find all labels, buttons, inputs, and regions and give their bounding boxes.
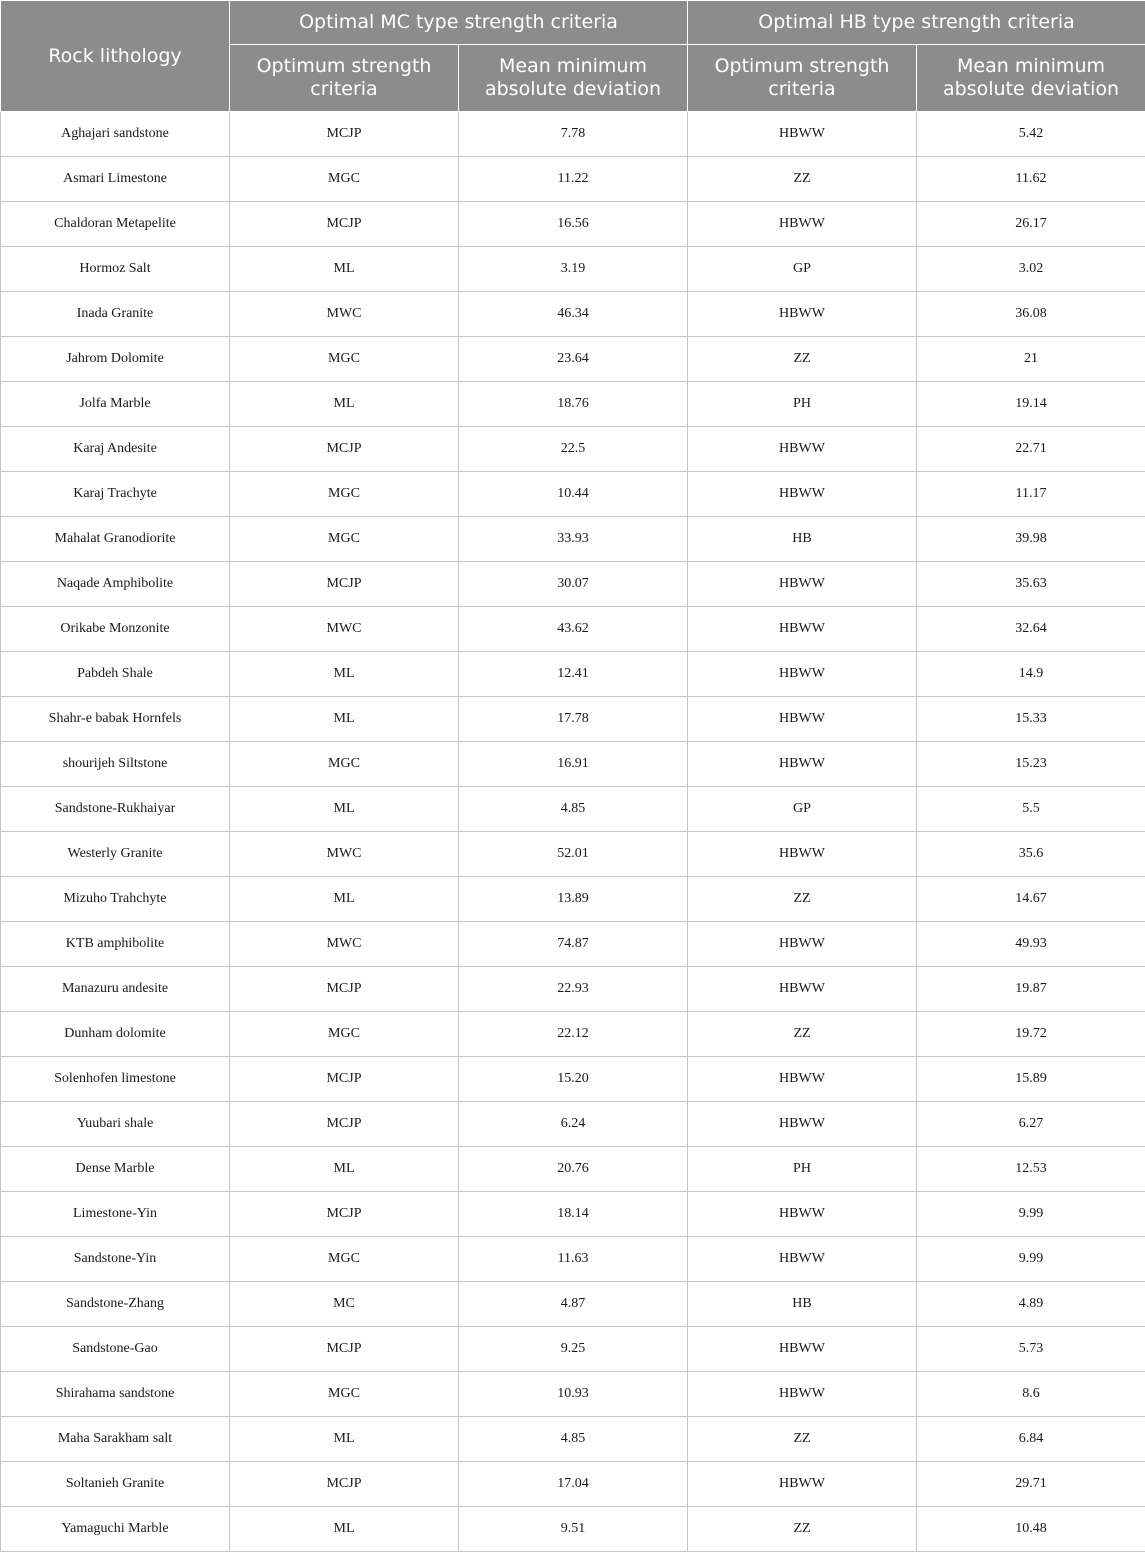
table-row — [1, 877, 1145, 922]
mc-deviation-cell: 30.07 — [459, 562, 688, 607]
mc-criteria-cell: MWC — [230, 922, 459, 967]
hb-criteria-cell: HBWW — [688, 607, 917, 652]
mc-deviation-cell: 7.78 — [459, 112, 688, 157]
rock-lithology-cell: Limestone-Yin — [1, 1192, 230, 1237]
rock-lithology-cell: Asmari Limestone — [1, 157, 230, 202]
hb-deviation-cell: 35.63 — [917, 562, 1145, 607]
table-row — [1, 1192, 1145, 1237]
table-row — [1, 1417, 1145, 1462]
hb-deviation-cell: 29.71 — [917, 1462, 1145, 1507]
mc-criteria-cell: MGC — [230, 1012, 459, 1057]
rock-lithology-cell: shourijeh Siltstone — [1, 742, 230, 787]
hb-criteria-cell: ZZ — [688, 1417, 917, 1462]
mc-deviation-cell: 22.12 — [459, 1012, 688, 1057]
hb-criteria-cell: ZZ — [688, 157, 917, 202]
rock-lithology-cell: Chaldoran Metapelite — [1, 202, 230, 247]
mc-criteria-cell: MCJP — [230, 1102, 459, 1147]
header-hb-deviation: Mean minimum absolute deviation — [917, 45, 1145, 112]
table-row — [1, 1327, 1145, 1372]
hb-criteria-cell: HBWW — [688, 562, 917, 607]
mc-deviation-cell: 16.91 — [459, 742, 688, 787]
mc-deviation-cell: 11.22 — [459, 157, 688, 202]
table-row — [1, 832, 1145, 877]
mc-deviation-cell: 22.93 — [459, 967, 688, 1012]
mc-deviation-cell: 3.19 — [459, 247, 688, 292]
mc-deviation-cell: 18.14 — [459, 1192, 688, 1237]
table-row — [1, 787, 1145, 832]
mc-deviation-cell: 18.76 — [459, 382, 688, 427]
mc-criteria-cell: MC — [230, 1282, 459, 1327]
hb-criteria-cell: PH — [688, 382, 917, 427]
table-header — [1, 1, 1145, 112]
hb-criteria-cell: GP — [688, 787, 917, 832]
mc-deviation-cell: 13.89 — [459, 877, 688, 922]
rock-lithology-cell: Jolfa Marble — [1, 382, 230, 427]
table-row — [1, 337, 1145, 382]
table-row — [1, 472, 1145, 517]
rock-lithology-cell: Sandstone-Zhang — [1, 1282, 230, 1327]
mc-deviation-cell: 46.34 — [459, 292, 688, 337]
mc-deviation-cell: 22.5 — [459, 427, 688, 472]
mc-criteria-cell: MCJP — [230, 202, 459, 247]
mc-criteria-cell: MGC — [230, 742, 459, 787]
rock-lithology-cell: Jahrom Dolomite — [1, 337, 230, 382]
hb-deviation-cell: 19.72 — [917, 1012, 1145, 1057]
hb-deviation-cell: 11.17 — [917, 472, 1145, 517]
mc-criteria-cell: MCJP — [230, 562, 459, 607]
rock-lithology-cell: Karaj Andesite — [1, 427, 230, 472]
table-body — [1, 112, 1145, 1552]
table-row — [1, 112, 1145, 157]
hb-deviation-cell: 32.64 — [917, 607, 1145, 652]
hb-criteria-cell: ZZ — [688, 1507, 917, 1552]
table-row — [1, 1057, 1145, 1102]
hb-deviation-cell: 4.89 — [917, 1282, 1145, 1327]
mc-deviation-cell: 9.51 — [459, 1507, 688, 1552]
hb-deviation-cell: 5.5 — [917, 787, 1145, 832]
hb-deviation-cell: 5.42 — [917, 112, 1145, 157]
hb-criteria-cell: HBWW — [688, 1372, 917, 1417]
mc-criteria-cell: ML — [230, 1507, 459, 1552]
table-row — [1, 697, 1145, 742]
mc-deviation-cell: 9.25 — [459, 1327, 688, 1372]
mc-criteria-cell: MCJP — [230, 427, 459, 472]
mc-criteria-cell: MGC — [230, 472, 459, 517]
hb-criteria-cell: HBWW — [688, 112, 917, 157]
table-row — [1, 607, 1145, 652]
mc-criteria-cell: MCJP — [230, 1057, 459, 1102]
hb-criteria-cell: HBWW — [688, 1192, 917, 1237]
hb-criteria-cell: HB — [688, 517, 917, 562]
mc-criteria-cell: MGC — [230, 517, 459, 562]
table-row — [1, 202, 1145, 247]
rock-lithology-cell: Orikabe Monzonite — [1, 607, 230, 652]
table-row — [1, 247, 1145, 292]
mc-deviation-cell: 4.85 — [459, 1417, 688, 1462]
mc-deviation-cell: 16.56 — [459, 202, 688, 247]
mc-deviation-cell: 33.93 — [459, 517, 688, 562]
mc-criteria-cell: MGC — [230, 337, 459, 382]
mc-deviation-cell: 10.93 — [459, 1372, 688, 1417]
mc-criteria-cell: MCJP — [230, 967, 459, 1012]
table-row — [1, 967, 1145, 1012]
mc-deviation-cell: 43.62 — [459, 607, 688, 652]
rock-lithology-cell: Soltanieh Granite — [1, 1462, 230, 1507]
mc-criteria-cell: MWC — [230, 607, 459, 652]
mc-criteria-cell: ML — [230, 1417, 459, 1462]
hb-deviation-cell: 8.6 — [917, 1372, 1145, 1417]
mc-deviation-cell: 11.63 — [459, 1237, 688, 1282]
rock-lithology-cell: Solenhofen limestone — [1, 1057, 230, 1102]
rock-lithology-cell: Mizuho Trahchyte — [1, 877, 230, 922]
mc-criteria-cell: ML — [230, 787, 459, 832]
header-mc-optimum: Optimum strength criteria — [230, 45, 459, 112]
mc-deviation-cell: 12.41 — [459, 652, 688, 697]
hb-criteria-cell: HBWW — [688, 697, 917, 742]
rock-lithology-cell: Westerly Granite — [1, 832, 230, 877]
rock-lithology-cell: Yuubari shale — [1, 1102, 230, 1147]
hb-deviation-cell: 5.73 — [917, 1327, 1145, 1372]
table-row — [1, 652, 1145, 697]
mc-criteria-cell: MCJP — [230, 1192, 459, 1237]
table-row — [1, 1237, 1145, 1282]
hb-criteria-cell: HBWW — [688, 967, 917, 1012]
mc-deviation-cell: 74.87 — [459, 922, 688, 967]
table-row — [1, 1507, 1145, 1552]
hb-deviation-cell: 6.84 — [917, 1417, 1145, 1462]
hb-deviation-cell: 26.17 — [917, 202, 1145, 247]
header-mc-deviation: Mean minimum absolute deviation — [459, 45, 688, 112]
mc-deviation-cell: 6.24 — [459, 1102, 688, 1147]
hb-deviation-cell: 6.27 — [917, 1102, 1145, 1147]
table-row — [1, 382, 1145, 427]
table-row — [1, 1282, 1145, 1327]
hb-criteria-cell: HBWW — [688, 292, 917, 337]
hb-criteria-cell: ZZ — [688, 1012, 917, 1057]
hb-criteria-cell: HB — [688, 1282, 917, 1327]
hb-deviation-cell: 15.33 — [917, 697, 1145, 742]
mc-criteria-cell: MCJP — [230, 1327, 459, 1372]
hb-criteria-cell: ZZ — [688, 877, 917, 922]
hb-deviation-cell: 36.08 — [917, 292, 1145, 337]
mc-deviation-cell: 17.04 — [459, 1462, 688, 1507]
hb-deviation-cell: 9.99 — [917, 1192, 1145, 1237]
mc-deviation-cell: 4.87 — [459, 1282, 688, 1327]
mc-deviation-cell: 4.85 — [459, 787, 688, 832]
rock-lithology-cell: Shirahama sandstone — [1, 1372, 230, 1417]
mc-criteria-cell: MGC — [230, 1372, 459, 1417]
mc-criteria-cell: ML — [230, 382, 459, 427]
rock-lithology-cell: Yamaguchi Marble — [1, 1507, 230, 1552]
table-row — [1, 1012, 1145, 1057]
rock-lithology-cell: Maha Sarakham salt — [1, 1417, 230, 1462]
rock-lithology-cell: Manazuru andesite — [1, 967, 230, 1012]
hb-criteria-cell: HBWW — [688, 1327, 917, 1372]
mc-criteria-cell: MCJP — [230, 1462, 459, 1507]
header-hb-group: Optimal HB type strength criteria — [688, 1, 1145, 45]
mc-deviation-cell: 20.76 — [459, 1147, 688, 1192]
hb-deviation-cell: 3.02 — [917, 247, 1145, 292]
hb-deviation-cell: 49.93 — [917, 922, 1145, 967]
mc-criteria-cell: ML — [230, 247, 459, 292]
table-row — [1, 1147, 1145, 1192]
hb-criteria-cell: HBWW — [688, 652, 917, 697]
hb-deviation-cell: 12.53 — [917, 1147, 1145, 1192]
hb-criteria-cell: PH — [688, 1147, 917, 1192]
hb-criteria-cell: HBWW — [688, 427, 917, 472]
header-mc-group: Optimal MC type strength criteria — [230, 1, 688, 45]
mc-criteria-cell: ML — [230, 652, 459, 697]
mc-deviation-cell: 17.78 — [459, 697, 688, 742]
mc-criteria-cell: MWC — [230, 832, 459, 877]
hb-deviation-cell: 15.23 — [917, 742, 1145, 787]
rock-lithology-cell: Sandstone-Yin — [1, 1237, 230, 1282]
mc-criteria-cell: MGC — [230, 1237, 459, 1282]
mc-deviation-cell: 23.64 — [459, 337, 688, 382]
table-row — [1, 1462, 1145, 1507]
hb-criteria-cell: HBWW — [688, 832, 917, 877]
hb-deviation-cell: 19.14 — [917, 382, 1145, 427]
hb-criteria-cell: HBWW — [688, 472, 917, 517]
hb-criteria-cell: HBWW — [688, 1237, 917, 1282]
table-row — [1, 742, 1145, 787]
rock-lithology-cell: Mahalat Granodiorite — [1, 517, 230, 562]
hb-criteria-cell: HBWW — [688, 742, 917, 787]
mc-criteria-cell: ML — [230, 877, 459, 922]
hb-deviation-cell: 19.87 — [917, 967, 1145, 1012]
mc-criteria-cell: MCJP — [230, 112, 459, 157]
rock-lithology-cell: Hormoz Salt — [1, 247, 230, 292]
mc-criteria-cell: ML — [230, 1147, 459, 1192]
header-hb-optimum: Optimum strength criteria — [688, 45, 917, 112]
hb-deviation-cell: 15.89 — [917, 1057, 1145, 1102]
hb-deviation-cell: 9.99 — [917, 1237, 1145, 1282]
hb-deviation-cell: 21 — [917, 337, 1145, 382]
rock-lithology-cell: Dunham dolomite — [1, 1012, 230, 1057]
hb-criteria-cell: HBWW — [688, 1462, 917, 1507]
hb-criteria-cell: HBWW — [688, 202, 917, 247]
hb-criteria-cell: GP — [688, 247, 917, 292]
mc-deviation-cell: 15.20 — [459, 1057, 688, 1102]
table-row — [1, 517, 1145, 562]
rock-lithology-cell: Dense Marble — [1, 1147, 230, 1192]
table-row — [1, 922, 1145, 967]
table-row — [1, 1372, 1145, 1417]
table-row — [1, 562, 1145, 607]
mc-deviation-cell: 52.01 — [459, 832, 688, 877]
rock-lithology-cell: Sandstone-Gao — [1, 1327, 230, 1372]
mc-criteria-cell: MWC — [230, 292, 459, 337]
rock-lithology-cell: Sandstone-Rukhaiyar — [1, 787, 230, 832]
rock-lithology-cell: Pabdeh Shale — [1, 652, 230, 697]
header-rock-lithology: Rock lithology — [1, 1, 230, 112]
table-row — [1, 157, 1145, 202]
rock-lithology-cell: Karaj Trachyte — [1, 472, 230, 517]
rock-lithology-cell: Shahr-e babak Hornfels — [1, 697, 230, 742]
hb-deviation-cell: 14.9 — [917, 652, 1145, 697]
hb-deviation-cell: 22.71 — [917, 427, 1145, 472]
hb-criteria-cell: ZZ — [688, 337, 917, 382]
mc-criteria-cell: ML — [230, 697, 459, 742]
rock-lithology-cell: Naqade Amphibolite — [1, 562, 230, 607]
hb-criteria-cell: HBWW — [688, 1057, 917, 1102]
table-row — [1, 427, 1145, 472]
hb-deviation-cell: 14.67 — [917, 877, 1145, 922]
hb-deviation-cell: 39.98 — [917, 517, 1145, 562]
rock-lithology-cell: Aghajari sandstone — [1, 112, 230, 157]
mc-criteria-cell: MGC — [230, 157, 459, 202]
hb-deviation-cell: 35.6 — [917, 832, 1145, 877]
hb-criteria-cell: HBWW — [688, 922, 917, 967]
table-row — [1, 1102, 1145, 1147]
hb-deviation-cell: 10.48 — [917, 1507, 1145, 1552]
rock-lithology-cell: KTB amphibolite — [1, 922, 230, 967]
table-row — [1, 292, 1145, 337]
hb-criteria-cell: HBWW — [688, 1102, 917, 1147]
hb-deviation-cell: 11.62 — [917, 157, 1145, 202]
rock-lithology-cell: Inada Granite — [1, 292, 230, 337]
mc-deviation-cell: 10.44 — [459, 472, 688, 517]
